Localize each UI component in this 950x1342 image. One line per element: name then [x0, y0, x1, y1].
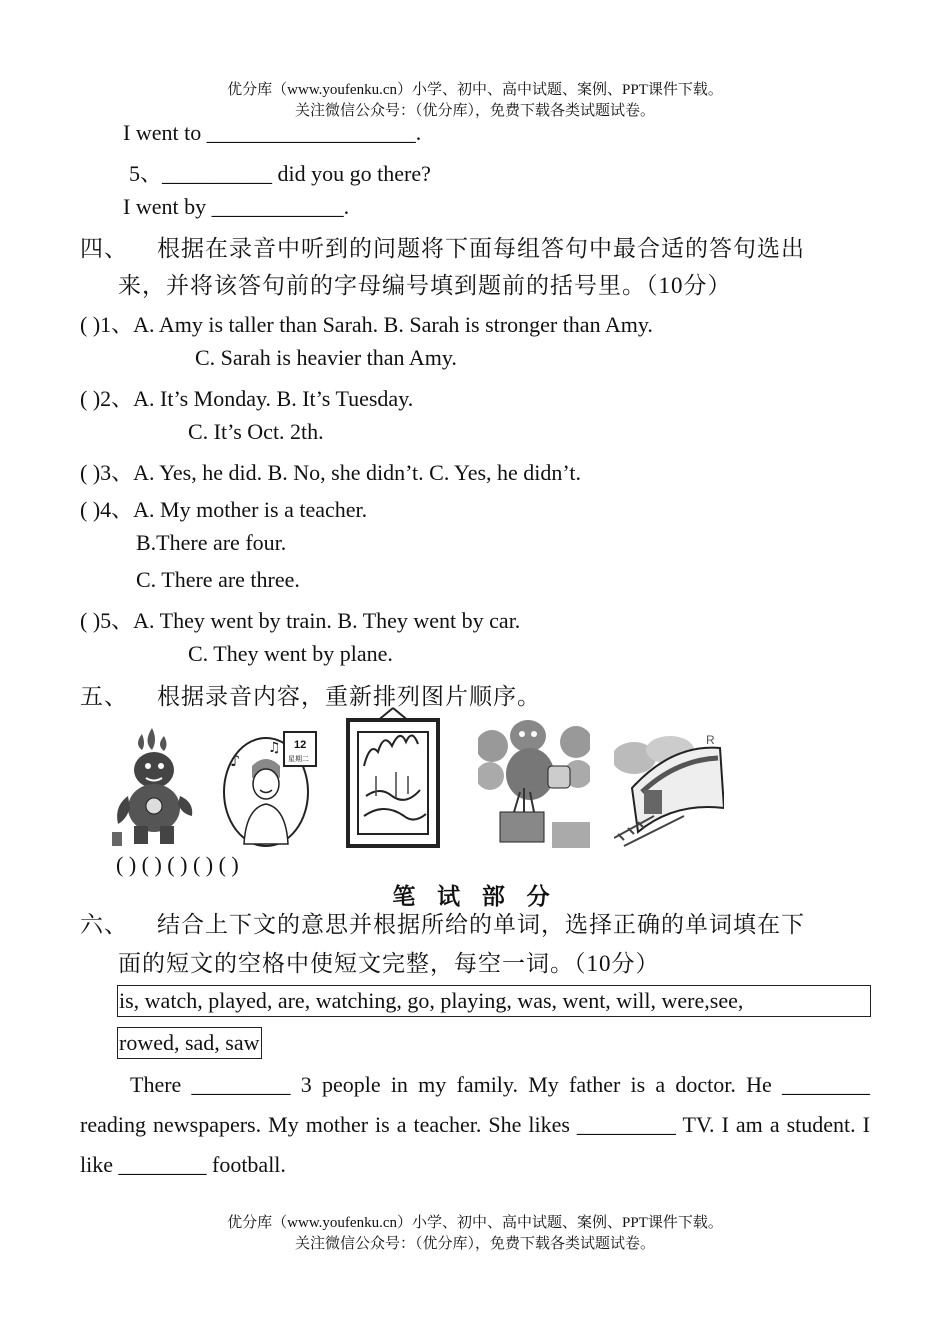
section-6-title-line-2: 面的短文的空格中使短文完整，每空一词。（10分）: [118, 951, 660, 976]
svg-text:♪: ♪: [230, 751, 241, 770]
landscape-painting-picture: [346, 706, 440, 848]
svg-text:♫: ♫: [268, 740, 281, 756]
s4-q2: ( )2、A. It’s Monday. B. It’s Tuesday.: [80, 386, 414, 411]
footer-line-2: 关注微信公众号：（优分库），免费下载各类试题试卷。: [294, 1236, 655, 1252]
calendar-weekday: 星期二: [288, 755, 309, 763]
picture-order-brackets: ( ) ( ) ( ) ( ) ( ): [116, 852, 239, 877]
s4-q4: ( )4、A. My mother is a teacher.: [80, 497, 368, 522]
footer-line-1: 优分库（www.youfenku.cn）小学、初中、高中试题、案例、PPT课件下载。: [227, 1215, 723, 1231]
written-part-title: 笔 试 部 分: [392, 884, 558, 909]
section-4-title-line-2: 来，并将该答句前的字母编号填到题前的括号里。（10分）: [118, 273, 732, 298]
went-to-line: I went to ___________________.: [123, 120, 422, 145]
went-by-line: I went by ____________.: [123, 194, 350, 219]
s4-q4-option-b: B.There are four.: [136, 530, 287, 555]
cloze-paragraph: There _________ 3 people in my family. My father is a doctor. He ________ reading newspapers. My mother is a teacher. She likes _________ TV. I am a student. I like ________ football.: [80, 1072, 870, 1177]
word-bank-line-2: rowed, sad, saw: [117, 1027, 262, 1059]
word-bank-line-1: is, watch, played, are, watching, go, playing, was, went, will, were,see,: [117, 985, 871, 1017]
section-5-title: 根据录音内容，重新排列图片顺序。: [157, 684, 541, 709]
angry-bear-picture: [112, 726, 196, 848]
s4-q3: ( )3、A. Yes, he did. B. No, she didn’t. C. Yes, he didn’t.: [80, 460, 581, 485]
question-5-line: 5、__________ did you go there?: [129, 161, 431, 186]
s4-q4-option-c: C. There are three.: [136, 567, 300, 592]
s4-q2-option-c: C. It’s Oct. 2th.: [188, 419, 324, 444]
header-line-1: 优分库（www.youfenku.cn）小学、初中、高中试题、案例、PPT课件下载。: [227, 82, 723, 98]
boy-music-calendar-picture: [222, 726, 318, 848]
section-4-title-line-1: 根据在录音中听到的问题将下面每组答句中最合适的答句选出: [157, 236, 805, 261]
section-4-number: 四、: [80, 236, 128, 261]
section-5-number: 五、: [80, 684, 128, 709]
calendar-day: 12: [294, 739, 307, 751]
s4-q5-option-c: C. They went by plane.: [188, 641, 393, 666]
s4-q1: ( )1、A. Amy is taller than Sarah. B. Sarah is stronger than Amy.: [80, 312, 653, 337]
svg-text:R: R: [706, 733, 715, 747]
section-6-title-line-1: 结合上下文的意思并根据所给的单词，选择正确的单词填在下: [157, 912, 805, 937]
s4-q1-option-c: C. Sarah is heavier than Amy.: [195, 345, 457, 370]
header-line-2: 关注微信公众号：（优分库），免费下载各类试题试卷。: [294, 103, 655, 119]
train-picture: [614, 728, 724, 848]
bear-watering-flowers-picture: [478, 716, 590, 848]
s4-q5: ( )5、A. They went by train. B. They went by car.: [80, 608, 521, 633]
section-6-number: 六、: [80, 912, 128, 937]
